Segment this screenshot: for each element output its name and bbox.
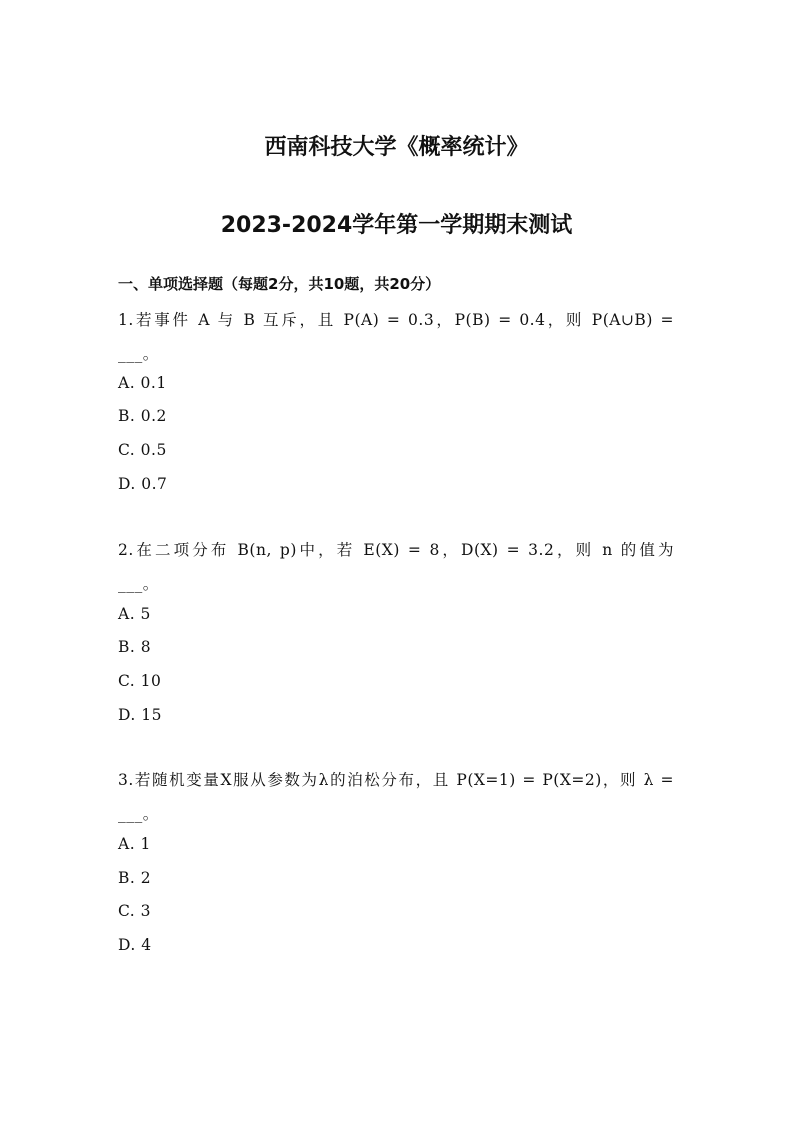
question-blank: ___。	[118, 345, 159, 363]
option-a: A. 1	[118, 835, 151, 853]
question-stem: 1.若事件 A 与 B 互斥，且 P(A) = 0.3，P(B) = 0.4，则 P(A∪B) =	[118, 311, 674, 329]
question-blank: ___。	[118, 805, 159, 823]
option-b: B. 0.2	[118, 407, 167, 425]
option-a: A. 5	[118, 605, 151, 623]
option-d: D. 15	[118, 706, 162, 724]
document-subtitle: 2023-2024学年第一学期期末测试	[220, 213, 573, 238]
option-d: D. 0.7	[118, 475, 168, 493]
section-heading: 一、单项选择题（每题2分，共10题，共20分）	[118, 275, 441, 293]
option-b: B. 8	[118, 638, 152, 656]
option-c: C. 10	[118, 672, 162, 690]
question-stem: 3.若随机变量X服从参数为λ的泊松分布，且 P(X=1) = P(X=2)，则 λ =	[118, 771, 674, 789]
option-a: A. 0.1	[118, 374, 167, 392]
option-d: D. 4	[118, 936, 152, 954]
question-stem: 2.在二项分布 B(n, p)中，若 E(X) = 8，D(X) = 3.2，则 n 的值为	[118, 541, 674, 559]
document-title: 西南科技大学《概率统计》	[264, 135, 529, 160]
option-b: B. 2	[118, 869, 152, 887]
option-c: C. 0.5	[118, 441, 167, 459]
option-c: C. 3	[118, 902, 152, 920]
question-blank: ___。	[118, 575, 159, 593]
